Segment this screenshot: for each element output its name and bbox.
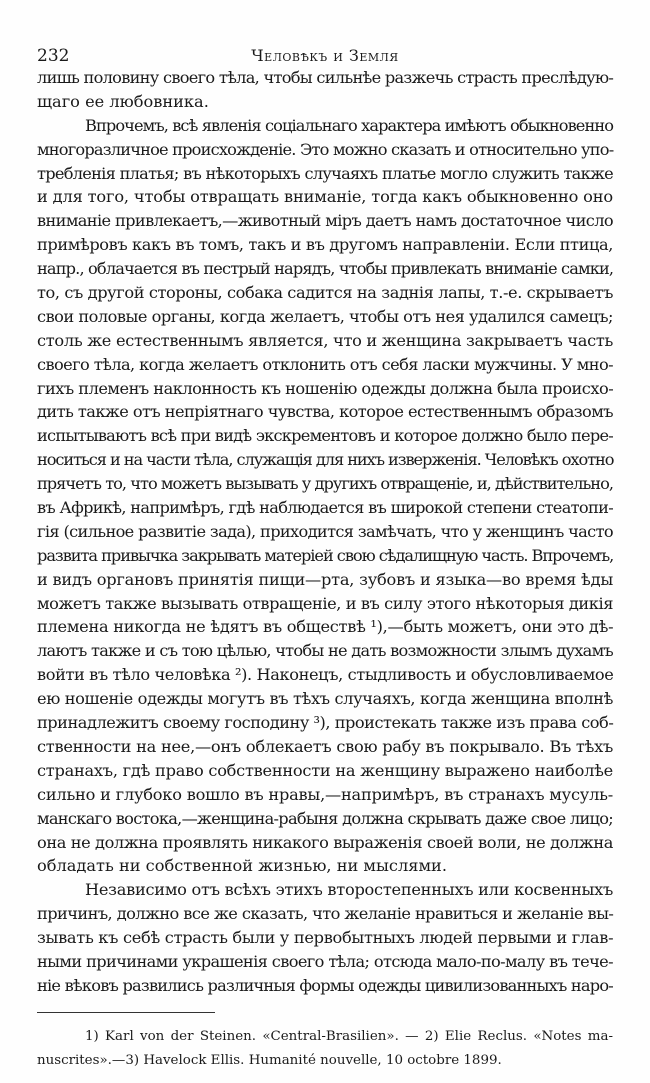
text-line: ніе вѣковъ развились различныя формы одежды цивилизованныхъ наро- xyxy=(37,975,613,995)
footnote-line: nuscrites».—3) Havelock Ellis. Humanité nouvelle, 10 octobre 1899. xyxy=(37,1052,502,1068)
paragraph xyxy=(37,114,613,879)
text-line: войти въ тѣло человѣка ²). Наконецъ, стыдливость и обусловливаемое xyxy=(37,665,614,685)
text-line: обладать ни собственной жизнью, ни мыслями. xyxy=(37,856,447,876)
text-line: и видъ органовъ принятія пищи—рта, зубовъ и языка—во время ѣды xyxy=(37,569,613,589)
text-line: можетъ также вызывать отвращеніе, и въ силу этого нѣкоторыя дикія xyxy=(37,593,613,613)
text-line: развита привычка закрывать матеріей свою сѣдалищную часть. Впрочемъ, xyxy=(37,545,614,565)
text-line: она не должна проявлять никакого выраженія своей воли, не должна xyxy=(37,832,613,852)
text-line: манскаго востока,—женщина-рабыня должна скрывать даже свое лицо; xyxy=(37,808,613,828)
text-line: ею ношеніе одежды могутъ въ тѣхъ случаяхъ, когда женщина вполнѣ xyxy=(37,689,613,709)
text-line: лаютъ также и съ тою цѣлью, чтобы не дать возможности злымъ духамъ xyxy=(37,641,613,661)
text-line: столь же естественнымъ является, что и женщина закрываетъ часть xyxy=(37,330,613,350)
text-line: лишь половину своего тѣла, чтобы сильнѣе разжечь страсть преслѣдую- xyxy=(37,68,614,87)
text-line: сильно и глубоко вошло въ нравы,—напримѣръ, въ странахъ мусуль- xyxy=(37,784,613,804)
body-text xyxy=(37,66,613,998)
text-line: гихъ племенъ наклонность къ ношенію одежды должна была происхо- xyxy=(37,378,614,398)
text-line: носиться и на части тѣла, служащія для нихъ изверженія. Человѣкъ охотно xyxy=(37,450,614,470)
text-line: то, съ другой стороны, собака садится на заднія лапы, т.-е. скрываетъ xyxy=(37,283,614,303)
text-line: примѣровъ какъ въ томъ, такъ и въ другомъ направленіи. Если птица, xyxy=(37,235,613,255)
footnote-divider xyxy=(37,1012,215,1013)
text-line: свои половые органы, когда желаетъ, чтобы отъ нея удалился самецъ; xyxy=(37,306,614,326)
text-line: въ Африкѣ, напримѣръ, гдѣ наблюдается въ широкой степени стеатопи- xyxy=(37,498,613,518)
text-line: прячетъ то, что можетъ вызывать у другихъ отвращеніе, и, дѣйствительно, xyxy=(37,474,613,494)
text-line: Независимо отъ всѣхъ этихъ второстепенныхъ или косвенныхъ xyxy=(85,880,613,900)
text-line: и для того, чтобы отвращать вниманіе, тогда какъ обыкновенно оно xyxy=(37,187,613,207)
text-line: щаго ее любовника. xyxy=(37,91,209,111)
text-line: племена никогда не ѣдятъ въ обществѣ ¹),—быть можетъ, они это дѣ- xyxy=(37,617,614,637)
text-line: принадлежитъ своему господину ³), проистекать также изъ права соб- xyxy=(37,713,614,733)
text-line: Впрочемъ, всѣ явленія соціальнаго характера имѣютъ обыкновенно xyxy=(85,115,614,135)
text-line: напр., облачается въ пестрый нарядъ, чтобы привлекать вниманіе самки, xyxy=(37,259,614,279)
text-line: гія (сильное развитіе зада), приходится замѣчать, что у женщинъ часто xyxy=(37,521,613,541)
footnotes xyxy=(37,1025,613,1073)
text-line: своего тѣла, когда желаетъ отклонить отъ себя ласки мужчины. У мно- xyxy=(37,354,613,374)
page-number: 232 xyxy=(37,46,70,66)
text-line: ственности на нее,—онъ облекаетъ свою рабу въ покрывало. Въ тѣхъ xyxy=(37,736,613,756)
text-line: дить также отъ непріятнаго чувства, которое естественнымъ образомъ xyxy=(37,402,614,422)
text-line: требленія платья; въ нѣкоторыхъ случаяхъ платье могло служить также xyxy=(37,163,613,183)
text-line: испытываютъ всѣ при видѣ экскрементовъ и которое должно было пере- xyxy=(37,426,613,446)
text-line: зывать къ себѣ страсть были у первобытныхъ людей первыми и глав- xyxy=(37,928,614,948)
text-line: причинъ, должно все же сказать, что желаніе нравиться и желаніе вы- xyxy=(37,904,614,924)
page-header xyxy=(37,46,613,68)
text-line: вниманіе привлекаетъ,—животный міръ даетъ намъ достаточное число xyxy=(37,211,613,231)
text-line: многоразличное происхожденіе. Это можно сказать и относительно упо- xyxy=(37,139,614,159)
paragraph xyxy=(37,66,613,114)
text-line: ными причинами украшенія своего тѣла; отсюда мало-по-малу въ тече- xyxy=(37,951,613,971)
running-title: Человѣкъ и Земля xyxy=(251,46,399,65)
paragraph xyxy=(37,878,613,997)
text-line: странахъ, гдѣ право собственности на женщину выражено наиболѣе xyxy=(37,760,613,780)
footnote-line: 1) Karl von der Steinen. «Central-Brasilien». — 2) Elie Reclus. «Notes ma- xyxy=(85,1029,613,1044)
